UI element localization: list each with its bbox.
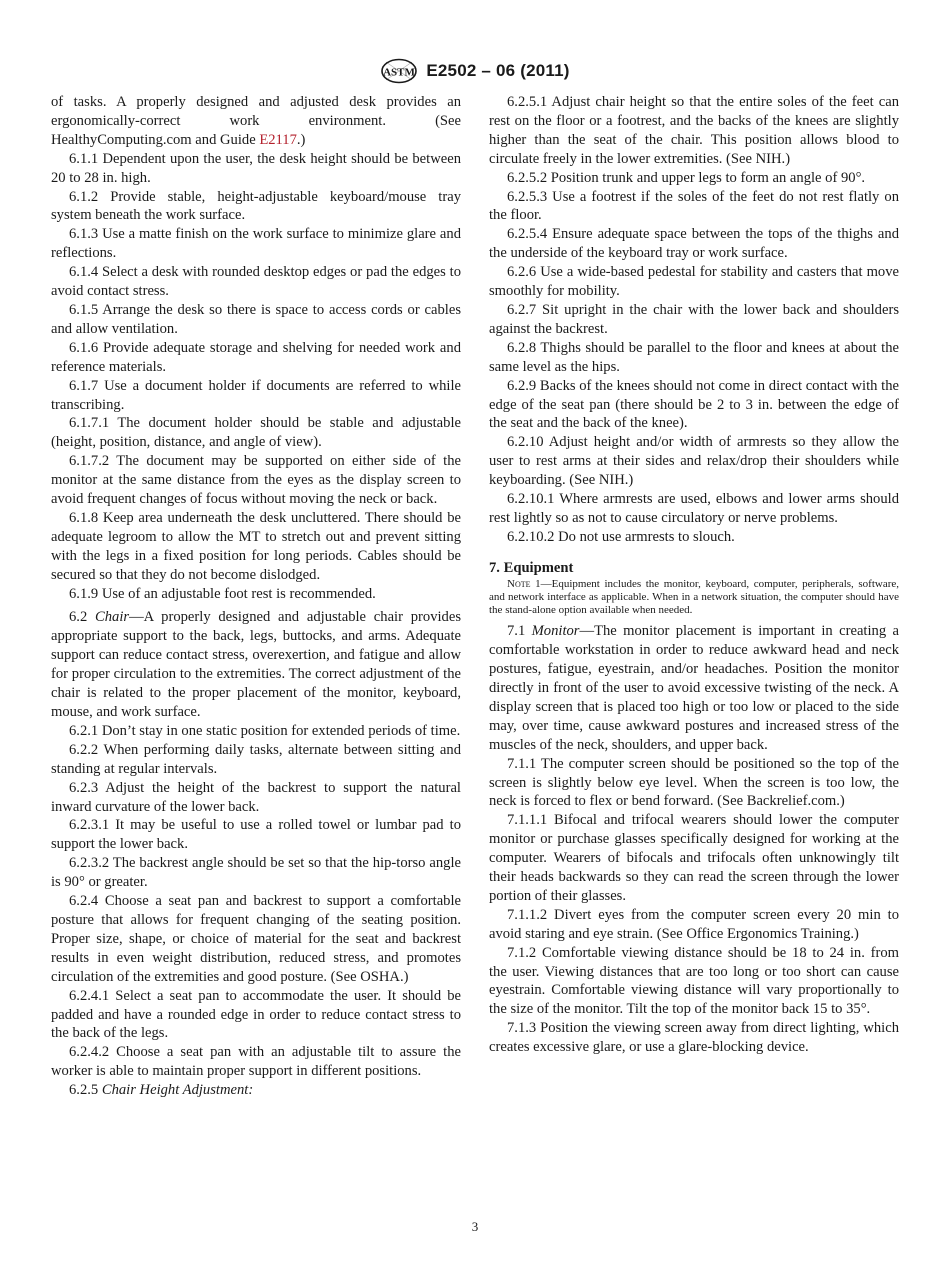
- paragraph-6-2-5-1: 6.2.5.1 Adjust chair height so that the entire soles of the feet can rest on the floor or a footrest, and the backs of the knees are slightly higher than the seat of the chair. This position allows blood to circulate freely in the lower extremities. (See NIH.): [489, 94, 899, 167]
- chair-heading: Chair: [95, 609, 130, 626]
- note-label: Note 1: [507, 577, 541, 590]
- paragraph-6-2-5: 6.2.5 Chair Height Adjustment:: [69, 1082, 254, 1099]
- page-number: 3: [471, 1219, 479, 1234]
- paragraph-6-2-3-1: 6.2.3.1 It may be useful to use a rolled towel or lumbar pad to support the lower back.: [51, 817, 461, 853]
- paragraph-6-1-5: 6.1.5 Arrange the desk so there is space to access cords or cables and allow ventilation.: [51, 301, 461, 337]
- paragraph-6-2-3-2: 6.2.3.2 The backrest angle should be set so that the hip-torso angle is 90° or greater.: [51, 855, 461, 891]
- chair-height-heading: Chair Height Adjustment:: [101, 1082, 254, 1099]
- paragraph-6-2-10-2: 6.2.10.2 Do not use armrests to slouch.: [507, 528, 735, 545]
- paragraph-6-1-4: 6.1.4 Select a desk with rounded desktop edges or pad the edges to avoid contact stress.: [51, 264, 461, 300]
- page-header: [0, 56, 950, 86]
- paragraph-6-2-5-3: 6.2.5.3 Use a footrest if the soles of the feet do not rest flatly on the floor.: [489, 188, 899, 224]
- paragraph-7-1-2: 7.1.2 Comfortable viewing distance should be 18 to 24 in. from the user. Viewing distances that are too long or too short can cause eyestrain. Comfortable viewing distance will vary proportionally to the size of the monitor. Tilt the top of the monitor back 15 to 35°.: [489, 944, 899, 1018]
- astm-logo-text: ASTM: [383, 66, 416, 79]
- paragraph-7-1: 7.1 Monitor—The monitor placement is important in creating a comfortable workstation in order to reduce awkward head and neck postures, fatigue, eyestrain, and/or headaches. Position the monitor directly in front of the user to avoid excessive twisting of the neck. A display screen that is placed too high or too low or placed to the side may, over time, cause awkward postures and increased stress of the muscles of the neck, shoulders, and upper back.: [489, 623, 899, 753]
- paragraph-6-2-4-1: 6.2.4.1 Select a seat pan to accommodate the user. It should be padded and have a rounded edge in order to reduce contact stress to the back of the legs.: [51, 987, 461, 1042]
- paragraph-6-2-5-2: 6.2.5.2 Position trunk and upper legs to form an angle of 90°.: [507, 169, 866, 186]
- paragraph-6-2-4-2: 6.2.4.2 Choose a seat pan with an adjustable tilt to assure the worker is able to maintain proper support in different positions.: [51, 1044, 461, 1080]
- paragraph-6-2-8: 6.2.8 Thighs should be parallel to the floor and knees at about the same level as the hips.: [489, 339, 899, 375]
- paragraph-6-2-4: 6.2.4 Choose a seat pan and backrest to support a comfortable posture that allows for frequent changing of the seating position. Proper size, shape, or choice of material for the seat and backrest results in even weight distribution, reduced stress, and promotes circulation of the extremities and good posture. (See OSHA.): [51, 893, 461, 985]
- paragraph-6-2-6: 6.2.6 Use a wide-based pedestal for stability and casters that move smoothly for mobility.: [489, 264, 899, 300]
- paragraph-6-1-3: 6.1.3 Use a matte finish on the work surface to minimize glare and reflections.: [51, 226, 461, 262]
- monitor-heading: Monitor: [531, 623, 580, 640]
- astm-logo-icon: [380, 58, 418, 84]
- paragraph-6-2-1: 6.2.1 Don’t stay in one static position for extended periods of time.: [69, 722, 461, 739]
- paragraph-7-1-1: 7.1.1 The computer screen should be positioned so the top of the screen is slightly below eye level. When the screen is too low, the neck is forced to flex or bend forward. (See Backrelief.com.): [489, 755, 899, 810]
- paragraph-continuation: of tasks. A properly designed and adjusted desk provides an ergonomically-correct work environment. (See HealthyComputing.com and Guide E2117.): [51, 94, 461, 148]
- paragraph-6-2-10: 6.2.10 Adjust height and/or width of armrests so they allow the user to rest arms at their sides and relax/drop their shoulders while keyboarding. (See NIH.): [489, 434, 899, 489]
- paragraph-6-1-2: 6.1.2 Provide stable, height-adjustable keyboard/mouse tray system beneath the work surface.: [51, 188, 461, 224]
- paragraph-7-1-3: 7.1.3 Position the viewing screen away from direct lighting, which creates excessive glare, or use a glare-blocking device.: [489, 1020, 899, 1056]
- paragraph-6-2-2: 6.2.2 When performing daily tasks, alternate between sitting and standing at regular intervals.: [51, 741, 461, 777]
- note-1: Note 1—Equipment includes the monitor, keyboard, computer, peripherals, software, and network interface as applicable. When in a network situation, the computer should have the stand-alone option available when needed.: [489, 577, 899, 617]
- guide-e2117-link[interactable]: E2117: [259, 131, 297, 148]
- paragraph-7-1-1-2: 7.1.1.2 Divert eyes from the computer screen every 20 min to avoid staring and eye strain. (See Office Ergonomics Training.): [489, 906, 899, 942]
- paragraph-6-2-10-1: 6.2.10.1 Where armrests are used, elbows and lower arms should rest lightly so as not to cause circulatory or nerve problems.: [489, 491, 899, 526]
- paragraph-6-1-8: 6.1.8 Keep area underneath the desk uncluttered. There should be adequate legroom to allow the MT to stretch out and prevent sitting with the legs in a fixed position for long periods. Cables should be secured so that they do not become dislodged.: [51, 509, 461, 583]
- paragraph-6-1-7-1: 6.1.7.1 The document holder should be stable and adjustable (height, position, distance, and angle of view).: [51, 415, 461, 451]
- paragraph-6-2: 6.2 Chair—A properly designed and adjustable chair provides appropriate support to the back, legs, buttocks, and arms. Adequate support can reduce contact stress, overexertion, and fatigue and allow for proper circulation to the extremities. The correct adjustment of the chair is related to the proper placement of the monitor, keyboard, mouse, and work surface.: [51, 609, 461, 720]
- paragraph-7-1-1-1: 7.1.1.1 Bifocal and trifocal wearers should lower the computer monitor or purchase glasses specifically designed for working at the computer. Wearers of bifocals and trifocals often unknowingly tilt their heads backwards so they can read the screen through the lower portion of their glasses.: [489, 812, 899, 904]
- document-designation: E2502 – 06 (2011): [426, 61, 570, 80]
- paragraph-6-1-7-2: 6.1.7.2 The document may be supported on either side of the monitor at the same distance from the eyes as the display screen to avoid frequent changes of focus without moving the neck or back.: [51, 453, 461, 508]
- paragraph-6-1-6: 6.1.6 Provide adequate storage and shelving for needed work and reference materials.: [51, 339, 461, 375]
- left-column: [51, 93, 461, 1100]
- paragraph-6-2-5-4: 6.2.5.4 Ensure adequate space between the tops of the thighs and the underside of the keyboard tray or work surface.: [489, 226, 899, 262]
- right-column: [489, 93, 899, 1057]
- section-7-heading: 7. Equipment: [489, 559, 574, 576]
- paragraph-6-1-9: 6.1.9 Use of an adjustable foot rest is recommended.: [69, 585, 376, 602]
- paragraph-6-2-7: 6.2.7 Sit upright in the chair with the lower back and shoulders against the backrest.: [489, 301, 899, 337]
- paragraph-6-2-3: 6.2.3 Adjust the height of the backrest to support the natural inward curvature of the lower back.: [51, 779, 461, 815]
- paragraph-6-2-9: 6.2.9 Backs of the knees should not come in direct contact with the edge of the seat pan (there should be 2 to 3 in. between the edge of the seat and the back of the knee).: [489, 377, 899, 432]
- paragraph-6-1-7: 6.1.7 Use a document holder if documents are referred to while transcribing.: [51, 377, 461, 413]
- paragraph-6-1-1: 6.1.1 Dependent upon the user, the desk height should be between 20 to 28 in. high.: [51, 150, 461, 186]
